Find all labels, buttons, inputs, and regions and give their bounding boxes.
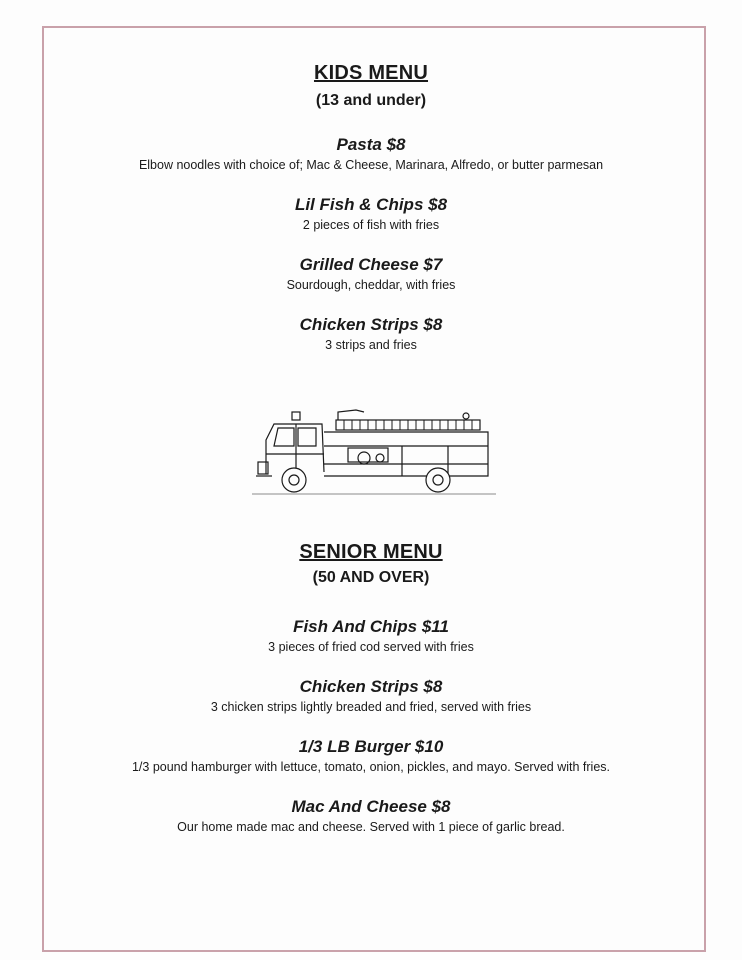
menu-item-description: 3 pieces of fried cod served with fries [268, 640, 474, 654]
menu-item-title: Lil Fish & Chips $8 [294, 195, 448, 214]
menu-item-title: Mac And Cheese $8 [291, 797, 451, 816]
menu-item-title: Grilled Cheese $7 [299, 255, 443, 274]
menu-item-description: 3 strips and fries [325, 338, 417, 352]
menu-item-description: 1/3 pound hamburger with lettuce, tomato, onion, pickles, and mayo. Served with fries. [131, 760, 611, 774]
menu-item-description: 3 chicken strips lightly breaded and fried, served with fries [210, 700, 532, 714]
menu-item-title: 1/3 LB Burger $10 [298, 737, 444, 756]
menu-item-title: Chicken Strips $8 [299, 677, 443, 696]
menu-item-description: Sourdough, cheddar, with fries [286, 278, 456, 292]
senior-menu-age-note: (50 AND OVER) [312, 569, 430, 586]
menu-item-description: 2 pieces of fish with fries [302, 218, 440, 232]
menu-item-description: Elbow noodles with choice of; Mac & Cheese, Marinara, Alfredo, or butter parmesan [138, 158, 604, 172]
menu-item-title: Chicken Strips $8 [299, 315, 443, 334]
kids-menu-heading: KIDS MENU [313, 62, 429, 84]
kids-menu-age-note: (13 and under) [315, 92, 427, 109]
menu-item-title: Pasta $8 [336, 135, 406, 154]
fire-truck-icon [252, 402, 496, 498]
menu-item-description: Our home made mac and cheese. Served with 1 piece of garlic bread. [177, 820, 565, 834]
menu-item-title: Fish And Chips $11 [293, 617, 449, 636]
senior-menu-heading: SENIOR MENU [299, 541, 443, 563]
